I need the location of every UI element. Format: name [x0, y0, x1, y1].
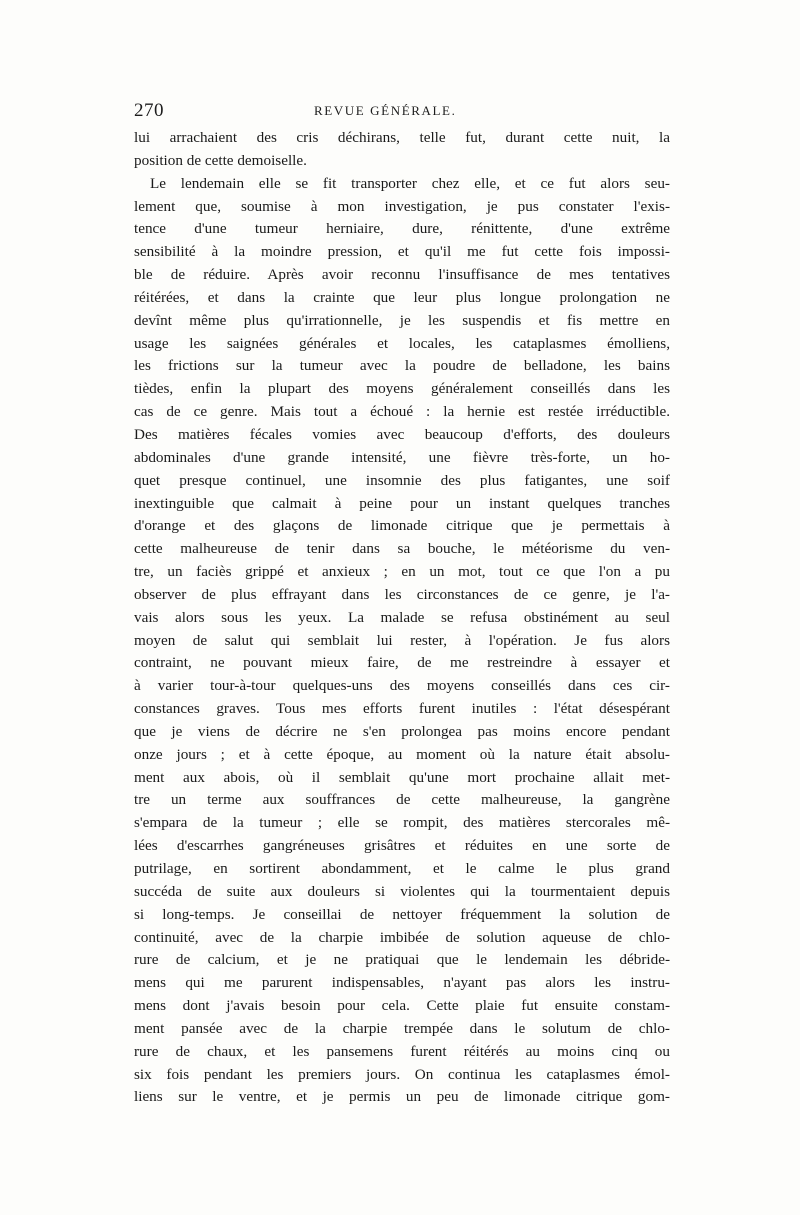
- text-line: tre un terme aux souffrances de cette malheureuse, la gangrène: [134, 791, 670, 809]
- text-line: vais alors sous les yeux. La malade se refusa obstinément au seul: [134, 608, 670, 626]
- text-line: continuité, avec de la charpie imbibée de solution aqueuse de chlo-: [134, 928, 670, 946]
- text-line: lui arrachaient des cris déchirans, telle fut, durant cette nuit, la: [134, 129, 670, 146]
- text-line: ment pansée avec de la charpie trempée dans le solutum de chlo-: [134, 1019, 670, 1037]
- text-line: contraint, ne pouvant mieux faire, de me restreindre à essayer et: [134, 654, 670, 672]
- running-head: REVUE GÉNÉRALE.: [314, 103, 457, 118]
- text-line: ment aux abois, où il semblait qu'une mort prochaine allait met-: [134, 768, 670, 786]
- text-line: ble de réduire. Après avoir reconnu l'insuffisance de mes tentatives: [134, 266, 670, 284]
- text-line: mens dont j'avais besoin pour cela. Cette plaie fut ensuite constam-: [134, 997, 670, 1015]
- text-line: d'orange et des glaçons de limonade citrique que je permettais à: [134, 517, 670, 535]
- text-line: tièdes, enfin la plupart des moyens généralement conseillés dans les: [134, 380, 670, 398]
- text-line: liens sur le ventre, et je permis un peu de limonade citrique gom-: [134, 1088, 670, 1106]
- body-text: [134, 127, 670, 1109]
- text-line: que je viens de décrire ne s'en prolongea pas moins encore pendant: [134, 722, 670, 740]
- text-line: moyen de salut qui semblait lui rester, à l'opération. Je fus alors: [134, 631, 670, 649]
- text-line: abdominales d'une grande intensité, une fièvre très-forte, un ho-: [134, 448, 670, 466]
- text-line: lées d'escarrhes gangréneuses grisâtres et réduites en une sorte de: [134, 837, 670, 855]
- text-line: les frictions sur la tumeur avec la poudre de belladone, les bains: [134, 357, 670, 375]
- text-line: inextinguible que calmait à peine pour un instant quelques tranches: [134, 494, 670, 512]
- text-line: putrilage, en sortirent abondamment, et le calme le plus grand: [134, 860, 670, 877]
- text-line: cette malheureuse de tenir dans sa bouche, le météorisme du ven-: [134, 540, 670, 558]
- text-line: six fois pendant les premiers jours. On continua les cataplasmes émol-: [134, 1065, 670, 1083]
- text-line: constances graves. Tous mes efforts furent inutiles : l'état désespérant: [134, 700, 670, 718]
- text-line: Le lendemain elle se fit transporter chez elle, et ce fut alors seu-: [150, 174, 670, 192]
- text-line: tence d'une tumeur herniaire, dure, rénittente, d'une extrême: [134, 220, 670, 238]
- text-line: usage les saignées générales et locales, les cataplasmes émolliens,: [134, 334, 670, 352]
- text-line: quet presque continuel, une insomnie des plus fatigantes, une soif: [134, 471, 670, 489]
- text-line: rure de chaux, et les pansemens furent réitérés au moins cinq ou: [134, 1042, 670, 1060]
- text-line: onze jours ; et à cette époque, au moment où la nature était absolu-: [134, 745, 670, 763]
- text-line: sensibilité à la moindre pression, et qu'il me fut cette fois impossi-: [134, 243, 670, 261]
- page-number: 270: [134, 100, 164, 121]
- text-line: succéda de suite aux douleurs si violentes qui la tourmentaient depuis: [134, 882, 670, 900]
- text-line: si long-temps. Je conseillai de nettoyer fréquemment la solution de: [134, 905, 670, 923]
- text-line: mens qui me parurent indispensables, n'ayant pas alors les instru-: [134, 974, 670, 992]
- text-line: devînt même plus qu'irrationnelle, je les suspendis et fis mettre en: [134, 311, 670, 329]
- text-line: lement que, soumise à mon investigation, je pus constater l'exis-: [134, 197, 670, 215]
- page-header: [134, 100, 670, 126]
- text-line: observer de plus effrayant dans les circonstances de ce genre, je l'a-: [134, 585, 670, 603]
- text-line: s'empara de la tumeur ; elle se rompit, des matières stercorales mê-: [134, 814, 670, 832]
- text-line: Des matières fécales vomies avec beaucoup d'efforts, des douleurs: [134, 425, 670, 443]
- text-line: rure de calcium, et je ne pratiquai que le lendemain les débride-: [134, 951, 670, 969]
- text-line: tre, un faciès grippé et anxieux ; en un mot, tout ce que l'on a pu: [134, 563, 670, 581]
- text-line: réitérées, et dans la crainte que leur plus longue prolongation ne: [134, 288, 670, 306]
- text-line: cas de ce genre. Mais tout a échoué : la hernie est restée irréductible.: [134, 403, 670, 421]
- text-line: à varier tour-à-tour quelques-uns des moyens conseillés dans ces cir-: [134, 677, 670, 695]
- text-line: position de cette demoiselle.: [134, 151, 307, 169]
